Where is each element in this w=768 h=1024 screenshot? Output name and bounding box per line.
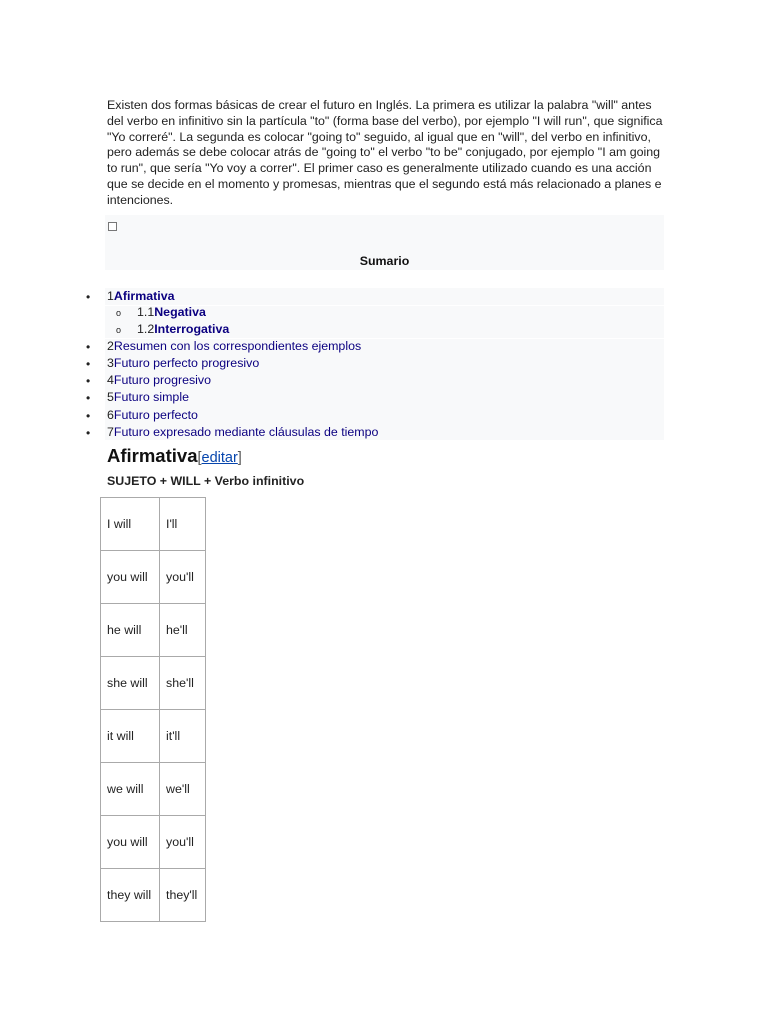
bullet-icon: • [86,409,91,423]
bullet-icon: • [86,374,91,388]
toc-link[interactable]: Futuro progresivo [113,373,212,387]
contraction-cell: we'll [160,763,206,816]
toc-toggle-checkbox[interactable] [108,222,117,231]
bullet-icon: • [86,391,91,405]
intro-paragraph: Existen dos formas básicas de crear el futuro en Inglés. La primera es utilizar la palabra "will" antes del verbo en infinitivo sin la partícula "to" (forma base del verbo), por ejemplo "I will run", que significa "Yo correré". La segunda es colocar "going to" seguido, al igual que en "will", del verbo en infinitivo, pero además se debe colocar atrás de "going to" el verbo "to be" conjugado, por ejemplo "I am going to run", que sería "Yo voy a correr". El primer caso es generalmente utilizado cuando es una acción que se decide en el momento y promesas, mientras que el segundo está más relacionado a planes e intenciones. [107,98,663,207]
toc-title: Sumario [359,254,410,268]
formula-text: SUJETO + WILL + Verbo infinitivo [107,474,305,488]
contraction-cell: I'll [160,498,206,551]
table-row [101,869,206,922]
bullet-icon: • [86,290,91,304]
toc-item-afirmativa[interactable]: 1Afirmativa [107,289,175,303]
toc-link[interactable]: Afirmativa [113,289,175,303]
conjugation-table [100,497,206,922]
bullet-icon: • [86,357,91,371]
toc-link[interactable]: Futuro perfecto progresivo [113,356,260,370]
edit-link[interactable]: editar [201,450,238,466]
toc-link[interactable]: Resumen con los correspondientes ejemplos [113,339,362,353]
contraction-cell: you'll [160,816,206,869]
table-row [101,498,206,551]
full-form-cell: I will [101,498,160,551]
full-form-cell: you will [101,816,160,869]
full-form-cell: they will [101,869,160,922]
contraction-cell: he'll [160,604,206,657]
table-row [101,657,206,710]
section-heading: Afirmativa[editar] [107,445,242,466]
table-row [101,763,206,816]
toc-link[interactable]: Futuro simple [113,390,189,404]
toc-header [105,215,664,270]
toc-link[interactable]: Futuro expresado mediante cláusulas de tiempo [113,425,379,439]
toc-link[interactable]: Futuro perfecto [113,408,198,422]
table-row [101,551,206,604]
full-form-cell: we will [101,763,160,816]
contraction-cell: you'll [160,551,206,604]
contraction-cell: they'll [160,869,206,922]
toc-item-interrogativa[interactable]: 1.2Interrogativa [137,322,230,336]
full-form-cell: she will [101,657,160,710]
toc-item-negativa[interactable]: 1.1Negativa [137,305,206,319]
toc-link[interactable]: Negativa [154,305,206,319]
sub-bullet-icon: o [116,308,122,318]
bullet-icon: • [86,340,91,354]
contraction-cell: it'll [160,710,206,763]
toc-item-resumen[interactable]: 2Resumen con los correspondientes ejemplos [107,339,362,353]
toc-item-futuro-simple[interactable]: 5Futuro simple [107,390,189,404]
full-form-cell: you will [101,551,160,604]
toc-link[interactable]: Interrogativa [154,322,230,336]
table-row [101,816,206,869]
toc-item-clausulas[interactable]: 7Futuro expresado mediante cláusulas de tiempo [107,425,379,439]
bullet-icon: • [86,426,91,440]
edit-section: [editar] [197,450,242,466]
table-row [101,710,206,763]
toc-item-futuro-progresivo[interactable]: 4Futuro progresivo [107,373,212,387]
table-row [101,604,206,657]
contraction-cell: she'll [160,657,206,710]
toc-item-futuro-perfecto[interactable]: 6Futuro perfecto [107,408,198,422]
full-form-cell: he will [101,604,160,657]
full-form-cell: it will [101,710,160,763]
sub-bullet-icon: o [116,325,122,335]
toc-item-futuro-perfecto-progresivo[interactable]: 3Futuro perfecto progresivo [107,356,260,370]
